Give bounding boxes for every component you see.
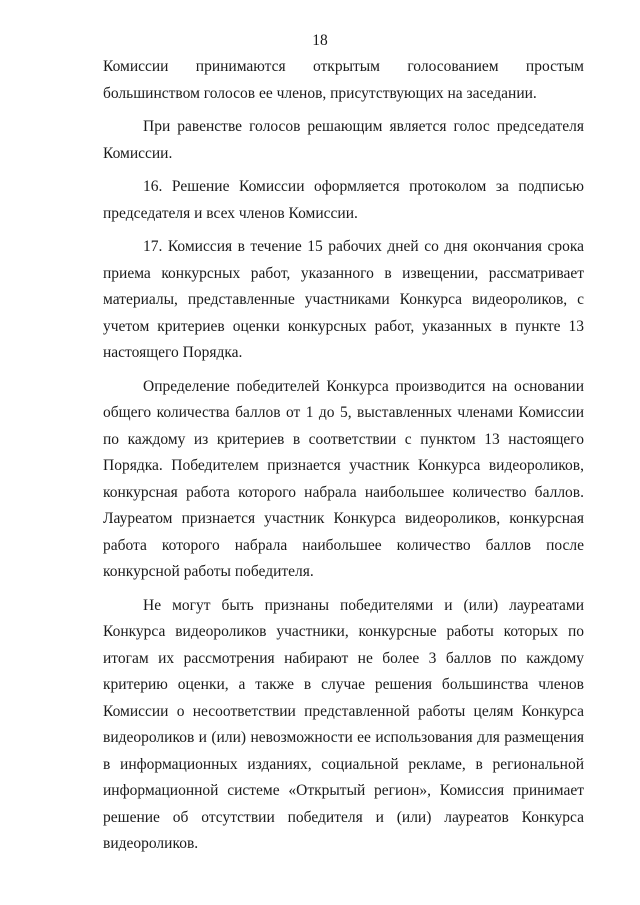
paragraph-tie-vote: При равенстве голосов решающим является голос председателя Комиссии. <box>103 118 584 162</box>
document-body <box>103 54 584 858</box>
paragraph-winner-determination: Определение победителей Конкурса производится на основании общего количества баллов от 1 до 5, выставленных членами Комиссии по каждому из критериев в соответствии с пунктом 13 настоящего Порядка. Победителем признается участник Конкурса видеороликов, конкурсная работа которого набрала наибольшее количество баллов. Лауреатом признается участник Конкурса видеороликов, конкурсная работа которого набрала наибольшее количество баллов после конкурсной работы победителя. <box>103 377 584 580</box>
paragraph-continuation: Комиссии принимаются открытым голосованием простым большинством голосов ее членов, присутствующих на заседании. <box>103 58 584 102</box>
paragraph-item-16: 16. Решение Комиссии оформляется протоколом за подписью председателя и всех членов Комиссии. <box>103 178 584 222</box>
paragraph-item-17: 17. Комиссия в течение 15 рабочих дней со дня окончания срока приема конкурсных работ, указанного в извещении, рассматривает материалы, представленные участниками Конкурса видеороликов, с учетом критериев оценки конкурсных работ, указанных в пункте 13 настоящего Порядка. <box>103 238 584 361</box>
paragraph-no-winner: Не могут быть признаны победителями и (или) лауреатами Конкурса видеороликов участники, конкурсные работы которых по итогам их рассмотрения набирают не более 3 баллов по каждому критерию оценки, а также в случае решения большинства членов Комиссии о несоответствии представленной работы целям Конкурса видеороликов и (или) невозможности ее использования для размещения в информационных изданиях, социальной рекламе, в региональной информационной системе «Открытый регион», Комиссия принимает решение об отсутствии победителя и (или) лауреатов Конкурса видеороликов. <box>103 596 584 852</box>
page-number: 18 <box>312 32 328 49</box>
